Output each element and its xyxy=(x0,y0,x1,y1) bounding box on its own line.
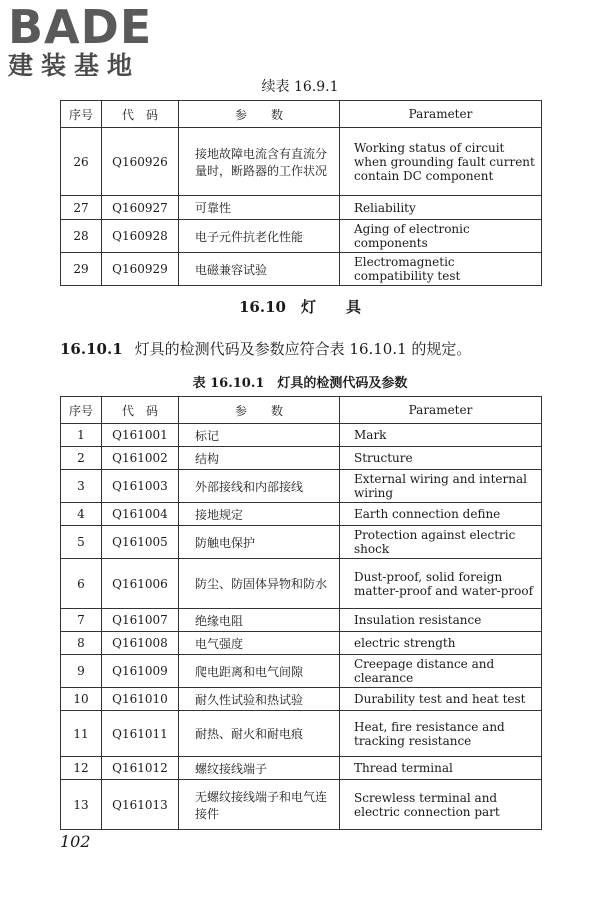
cell-num: 26 xyxy=(61,128,102,196)
cell-parameter-en: Insulation resistance xyxy=(340,609,542,632)
cell-code: Q161011 xyxy=(102,711,179,757)
header-num: 序号 xyxy=(61,101,102,128)
cell-parameter-en: Aging of electronic components xyxy=(340,220,542,253)
table-row xyxy=(61,780,542,830)
cell-num: 27 xyxy=(61,196,102,220)
cell-parameter-en: Reliability xyxy=(340,196,542,220)
cell-code: Q161010 xyxy=(102,688,179,711)
cell-num: 1 xyxy=(61,424,102,447)
cell-num: 3 xyxy=(61,470,102,503)
table-row xyxy=(61,688,542,711)
header-parameter-en: Parameter xyxy=(340,397,542,424)
cell-num: 6 xyxy=(61,559,102,609)
cell-num: 7 xyxy=(61,609,102,632)
table-row xyxy=(61,711,542,757)
header-param: 参 数 xyxy=(179,101,340,128)
cell-num: 13 xyxy=(61,780,102,830)
logo xyxy=(8,0,178,80)
cell-parameter-en: Dust-proof, solid foreign matter-proof and water-proof xyxy=(340,559,542,609)
cell-param: 标记 xyxy=(179,424,340,447)
header-parameter-en: Parameter xyxy=(340,101,542,128)
table-title: 表 16.10.1 灯具的检测代码及参数 xyxy=(192,376,408,391)
cell-parameter-en: Screwless terminal and electric connection part xyxy=(340,780,542,830)
table-row xyxy=(61,503,542,526)
cell-code: Q160926 xyxy=(102,128,179,196)
cell-param: 绝缘电阻 xyxy=(179,609,340,632)
cell-param: 可靠性 xyxy=(179,196,340,220)
cell-num: 4 xyxy=(61,503,102,526)
cell-num: 8 xyxy=(61,632,102,655)
cell-param: 外部接线和内部接线 xyxy=(179,470,340,503)
cell-parameter-en: Mark xyxy=(340,424,542,447)
cell-code: Q161002 xyxy=(102,447,179,470)
cell-parameter-en: Creepage distance and clearance xyxy=(340,655,542,688)
cell-num: 11 xyxy=(61,711,102,757)
cell-num: 28 xyxy=(61,220,102,253)
cell-code: Q161008 xyxy=(102,632,179,655)
cell-code: Q160927 xyxy=(102,196,179,220)
logo-wordmark: BADE xyxy=(8,0,153,54)
table-row xyxy=(61,424,542,447)
cell-param: 接地规定 xyxy=(179,503,340,526)
table-row xyxy=(61,253,542,286)
table-row xyxy=(61,220,542,253)
cell-num: 12 xyxy=(61,757,102,780)
cell-param: 结构 xyxy=(179,447,340,470)
header-num: 序号 xyxy=(61,397,102,424)
cell-code: Q161001 xyxy=(102,424,179,447)
cell-param: 耐久性试验和热试验 xyxy=(179,688,340,711)
header-param: 参 数 xyxy=(179,397,340,424)
table-row xyxy=(61,526,542,559)
continued-table-title: 续表 16.9.1 xyxy=(261,79,339,95)
header-code: 代 码 xyxy=(102,397,179,424)
cell-code: Q161007 xyxy=(102,609,179,632)
cell-parameter-en: electric strength xyxy=(340,632,542,655)
cell-param: 电气强度 xyxy=(179,632,340,655)
cell-parameter-en: External wiring and internal wiring xyxy=(340,470,542,503)
cell-code: Q161005 xyxy=(102,526,179,559)
cell-parameter-en: Structure xyxy=(340,447,542,470)
cell-parameter-en: Heat, fire resistance and tracking resistance xyxy=(340,711,542,757)
cell-code: Q161013 xyxy=(102,780,179,830)
cell-param: 螺纹接线端子 xyxy=(179,757,340,780)
cell-parameter-en: Earth connection define xyxy=(340,503,542,526)
cell-param: 无螺纹接线端子和电气连接件 xyxy=(179,780,340,830)
table-header-row xyxy=(61,397,542,424)
cell-parameter-en: Electromagnetic compatibility test xyxy=(340,253,542,286)
cell-num: 2 xyxy=(61,447,102,470)
cell-num: 10 xyxy=(61,688,102,711)
cell-param: 防触电保护 xyxy=(179,526,340,559)
cell-code: Q161004 xyxy=(102,503,179,526)
cell-code: Q160929 xyxy=(102,253,179,286)
cell-param: 接地故障电流含有直流分量时，断路器的工作状况 xyxy=(179,128,340,196)
cell-num: 5 xyxy=(61,526,102,559)
clause-16-10-1 xyxy=(60,338,471,359)
table-row xyxy=(61,655,542,688)
cell-param: 爬电距离和电气间隙 xyxy=(179,655,340,688)
cell-num: 29 xyxy=(61,253,102,286)
cell-code: Q161012 xyxy=(102,757,179,780)
cell-code: Q161006 xyxy=(102,559,179,609)
cell-code: Q161009 xyxy=(102,655,179,688)
clause-text: 灯具的检测代码及参数应符合表 16.10.1 的规定。 xyxy=(134,340,472,358)
table-row xyxy=(61,196,542,220)
cell-num: 9 xyxy=(61,655,102,688)
table-row xyxy=(61,632,542,655)
cell-code: Q160928 xyxy=(102,220,179,253)
logo-chinese-name: 建装基地 xyxy=(8,51,141,80)
table-row xyxy=(61,128,542,196)
header-code: 代 码 xyxy=(102,101,179,128)
cell-param: 电子元件抗老化性能 xyxy=(179,220,340,253)
section-title: 16.10 灯 具 xyxy=(239,298,361,316)
table-row xyxy=(61,757,542,780)
cell-parameter-en: Working status of circuit when grounding fault current contain DC component xyxy=(340,128,542,196)
table-row xyxy=(61,559,542,609)
cell-parameter-en: Protection against electric shock xyxy=(340,526,542,559)
cell-param: 防尘、防固体异物和防水 xyxy=(179,559,340,609)
table-row xyxy=(61,447,542,470)
cell-code: Q161003 xyxy=(102,470,179,503)
table-continued-16-9-1 xyxy=(60,100,542,286)
cell-parameter-en: Durability test and heat test xyxy=(340,688,542,711)
cell-parameter-en: Thread terminal xyxy=(340,757,542,780)
cell-param: 耐热、耐火和耐电痕 xyxy=(179,711,340,757)
table-row xyxy=(61,470,542,503)
table-16-10-1 xyxy=(60,396,542,830)
cell-param: 电磁兼容试验 xyxy=(179,253,340,286)
page-number: 102 xyxy=(60,832,91,851)
table-row xyxy=(61,609,542,632)
clause-number: 16.10.1 xyxy=(60,340,123,358)
table-header-row xyxy=(61,101,542,128)
